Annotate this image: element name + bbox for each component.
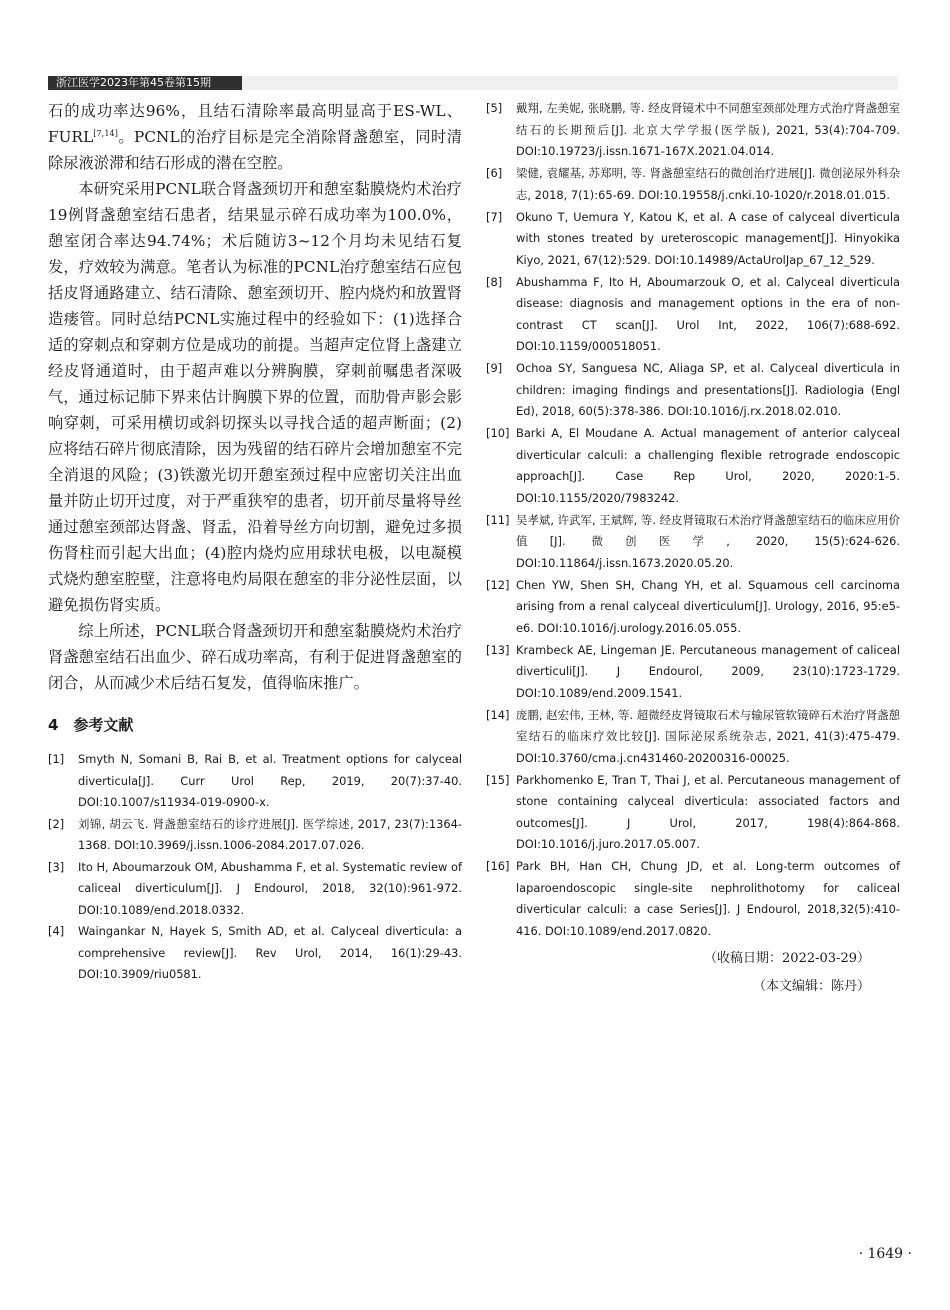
reference-item: [486, 510, 900, 575]
reference-item: [486, 705, 900, 770]
reference-item: [486, 856, 900, 942]
reference-text: 戴翔, 左美妮, 张晓鹏, 等. 经皮肾镜术中不同憩室颈部处理方式治疗肾盏憩室结石的长期预后[J]. 北京大学学报(医学版), 2021, 53(4):704-709. DOI:10.19723/j.issn.1671-167X.2021.04.014.: [516, 101, 900, 158]
editor-note: （本文编辑：陈丹）: [752, 979, 870, 994]
reference-item: [48, 749, 462, 814]
reference-text: Smyth N, Somani B, Rai B, et al. Treatment options for calyceal diverticula[J]. Curr Urol Rep, 2019, 20(7):37-40. DOI:10.1007/s11934-019-0900-x.: [78, 752, 462, 809]
reference-item: [486, 98, 900, 163]
reference-item: [486, 770, 900, 856]
reference-number: [16]: [486, 859, 510, 873]
received-date: （收稿日期：2022-03-29）: [704, 951, 870, 966]
reference-list-right: [486, 98, 900, 942]
reference-text: 梁健, 袁耀基, 苏郑明, 等. 肾盏憩室结石的微创治疗进展[J]. 微创泌尿外科杂志, 2018, 7(1):65-69. DOI:10.19558/j.cnki.10-1020/r.2018.01.015.: [516, 166, 900, 202]
reference-item: [48, 921, 462, 986]
reference-number: [5]: [486, 101, 503, 115]
reference-item: [486, 358, 900, 423]
reference-text: Barki A, El Moudane A. Actual management of anterior calyceal diverticular calculi: a challenging flexible retrograde endoscopic approach[J]. Case Rep Urol, 2020, 2020:1-5. DOI:10.1155/2020/7983242.: [516, 426, 900, 505]
paragraph-text: 石的成功率达96%，且结石清除率最高明显高于ES-WL、FURL: [48, 102, 462, 146]
reference-text: Parkhomenko E, Tran T, Thai J, et al. Percutaneous management of stone containing calyceal diverticula: associated factors and outcomes[J]. J Urol, 2017, 198(4):864-868. DOI:10.1016/j.juro.2017.05.007.: [516, 772, 900, 851]
reference-number: [9]: [486, 361, 503, 375]
reference-number: [11]: [486, 512, 510, 527]
reference-item: [486, 163, 900, 206]
reference-number: [10]: [486, 426, 510, 440]
citation-superscript: [7,14]: [93, 128, 118, 138]
body-paragraph-2: 本研究采用PCNL联合肾盏颈切开和憩室黏膜烧灼术治疗19例肾盏憩室结石患者，结果显示碎石成功率为100.0%，憩室闭合率达94.74%；术后随访3~12个月均未见结石复发，疗效较为满意。笔者认为标准的PCNL治疗憩室结石应包括皮肾通路建立、结石清除、憩室颈切开、腔内烧灼和放置肾造瘘管。同时总结PCNL实施过程中的经验如下：(1)选择合适的穿刺点和穿刺方位是成功的前提。当超声定位肾上盏建立经皮肾通道时，由于超声难以分辨胸膜，穿刺前嘱患者深吸气，通过标记肺下界来估计胸膜下界的位置，而肋骨声影会影响穿刺，可采用横切或斜切探头以寻找合适的超声断面；(2)应将结石碎片彻底清除，因为残留的结石碎片会增加憩室不完全消退的风险；(3)铁激光切开憩室颈过程中应密切关注出血量并防止切开过度，对于严重狭窄的患者，切开前尽量将导丝通过憩室颈部达肾盏、肾盂，沿着导丝方向切割，避免过多损伤肾柱而引起大出血；(4)腔内烧灼应用球状电极，以电凝模式烧灼憩室腔壁，注意将电灼局限在憩室的非分泌性层面，以避免损伤肾实质。: [48, 180, 462, 614]
reference-text: Okuno T, Uemura Y, Katou K, et al. A case of calyceal diverticula with stones treated by ureteroscopic management[J]. Hinyokika Kiyo, 2021, 67(12):529. DOI:10.14989/ActaUrolJap_67_12_529.: [516, 209, 900, 267]
reference-number: [7]: [486, 209, 503, 224]
reference-text: 庞鹏, 赵宏伟, 王林, 等. 超微经皮肾镜取石术与输尿管软镜碎石术治疗肾盏憩室结石的临床疗效比较[J]. 国际泌尿系统杂志, 2021, 41(3):475-479. DOI:10.3760/cma.j.cn431460-20200316-00025.: [516, 707, 900, 765]
reference-number: [3]: [48, 859, 65, 874]
body-paragraph-1: [48, 98, 462, 176]
reference-list-left: [48, 749, 462, 986]
reference-item: [486, 575, 900, 640]
reference-text: Chen YW, Shen SH, Chang YH, et al. Squamous cell carcinoma arising from a renal calyceal diverticulum[J]. Urology, 2016, 95:e5-e6. DOI:10.1016/j.urology.2016.05.055.: [516, 577, 900, 635]
reference-number: [8]: [486, 274, 503, 289]
reference-number: [15]: [486, 772, 510, 787]
reference-number: [4]: [48, 924, 65, 938]
section-heading-references: 4 参考文献: [48, 716, 134, 734]
journal-info: 浙江医学2023年第45卷第15期: [48, 76, 242, 90]
reference-item: [486, 207, 900, 272]
reference-item: [48, 857, 462, 922]
left-column: [48, 98, 462, 986]
reference-text: Krambeck AE, Lingeman JE. Percutaneous management of caliceal diverticuli[J]. J Endourol, 2009, 23(10):1723-1729. DOI:10.1089/end.2009.1541.: [516, 642, 900, 700]
reference-text: Park BH, Han CH, Chung JD, et al. Long-term outcomes of laparoendoscopic single-site nephrolithotomy for caliceal diverticular calculi: a case Series[J]. J Endourol, 2018,32(5):410-416. DOI:10.1089/end.2017.0820.: [516, 859, 900, 938]
paragraph-tail: 。PCNL的治疗目标是完全消除肾盏憩室，同时清除尿液淤滞和结石形成的潜在空腔。: [48, 128, 462, 172]
reference-text: Ito H, Aboumarzouk OM, Abushamma F, et al. Systematic review of caliceal diverticulum[J]. J Endourol, 2018, 32(10):961-972. DOI:10.1089/end.2018.0332.: [78, 859, 462, 917]
reference-number: [13]: [486, 642, 510, 657]
reference-text: Waingankar N, Hayek S, Smith AD, et al. Calyceal diverticula: a comprehensive review[J]. Rev Urol, 2014, 16(1):29-43. DOI:10.3909/riu0581.: [78, 924, 462, 981]
reference-text: Ochoa SY, Sanguesa NC, Aliaga SP, et al. Calyceal diverticula in children: imaging findings and presentations[J]. Radiologia (Engl Ed), 2018, 60(5):378-386. DOI:10.1016/j.rx.2018.02.010.: [516, 361, 900, 418]
reference-item: [486, 423, 900, 509]
reference-item: [486, 272, 900, 358]
reference-text: Abushamma F, Ito H, Aboumarzouk O, et al. Calyceal diverticula disease: diagnosis and management options in the era of non-contrast CT scan[J]. Urol Int, 2022, 106(7):688-692. DOI:10.1159/000518051.: [516, 274, 900, 353]
right-column: [486, 98, 900, 998]
reference-number: [12]: [486, 577, 510, 592]
reference-number: [2]: [48, 816, 65, 831]
reference-number: [6]: [486, 166, 503, 180]
reference-number: [14]: [486, 707, 510, 722]
reference-item: [48, 814, 462, 857]
reference-text: 刘锦, 胡云飞. 肾盏憩室结石的诊疗进展[J]. 医学综述, 2017, 23(7):1364-1368. DOI:10.3969/j.issn.1006-2084.2017.07.026.: [78, 816, 462, 852]
body-paragraph-3: 综上所述，PCNL联合肾盏颈切开和憩室黏膜烧灼术治疗肾盏憩室结石出血少、碎石成功率高，有利于促进肾盏憩室的闭合，从而减少术后结石复发，值得临床推广。: [48, 622, 462, 692]
page-number: · 1649 ·: [858, 1246, 912, 1262]
reference-text: 吴孝斌, 许武军, 王斌辉, 等. 经皮肾镜取石术治疗肾盏憩室结石的临床应用价值[J]. 微创医学, 2020, 15(5):624-626. DOI:10.11864/j.issn.1673.2020.05.20.: [516, 512, 900, 570]
reference-item: [486, 640, 900, 705]
reference-number: [1]: [48, 752, 65, 766]
